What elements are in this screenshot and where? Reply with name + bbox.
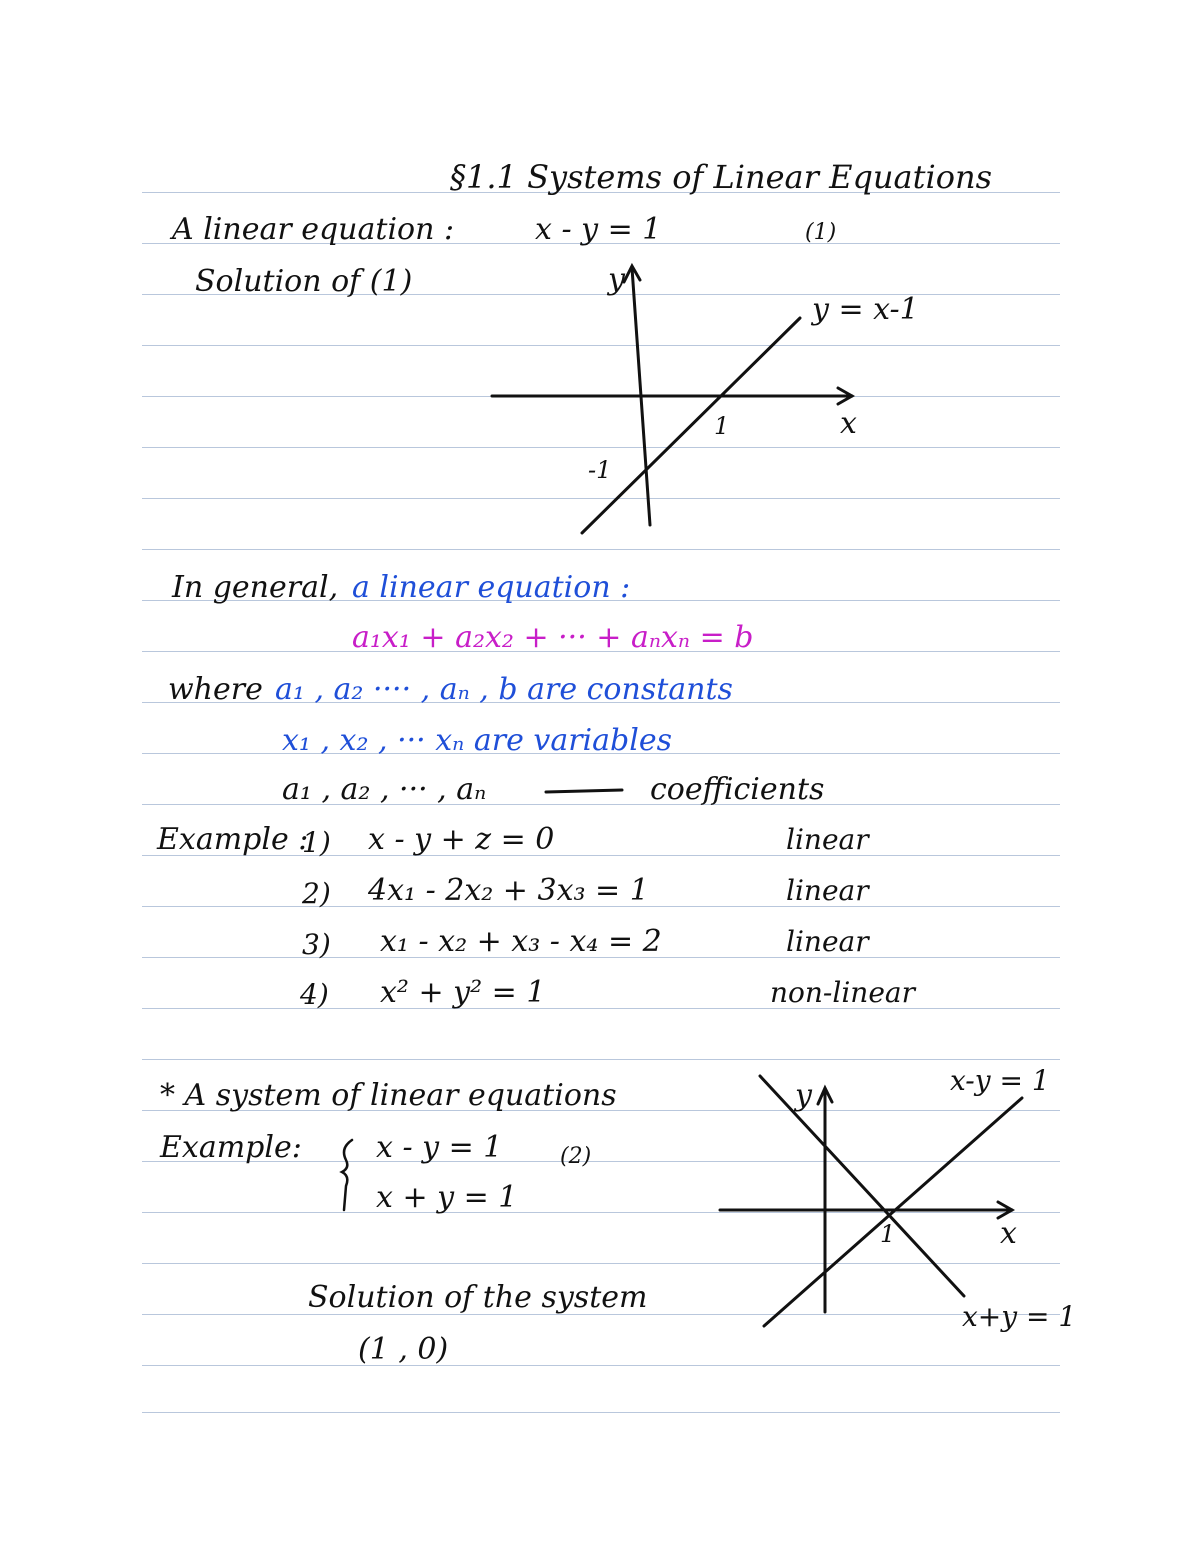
graph2-line1-label: x-y = 1 [950, 1064, 1050, 1097]
example-kind: non-linear [770, 976, 915, 1009]
graph2-line-x-minus-y [764, 1098, 1022, 1326]
graph1-x-label: x [840, 406, 857, 441]
graph1-line-label: y = x-1 [812, 292, 919, 327]
system-equation-1: x - y = 1 [376, 1130, 503, 1165]
example-number: 1) [302, 826, 331, 859]
where-label: where [168, 672, 263, 707]
example-equation: x - y + z = 0 [368, 822, 555, 857]
general-linear-equation-label: a linear equation : [352, 570, 631, 605]
example-kind: linear [786, 874, 869, 907]
system-solution-value: (1 , 0) [358, 1332, 449, 1367]
graph2-line-x-plus-y [760, 1076, 964, 1296]
constants-line: a₁ , a₂ ···· , aₙ , b are constants [275, 672, 733, 707]
general-form-equation: a₁x₁ + a₂x₂ + ··· + aₙxₙ = b [352, 620, 754, 655]
system-tag: (2) [560, 1144, 592, 1169]
example-label: Example : [157, 822, 309, 857]
coefficients-word: coefficients [650, 772, 825, 807]
in-general-label: In general, [172, 570, 339, 605]
system-heading: * A system of linear equations [160, 1078, 617, 1113]
graph2-line2-label: x+y = 1 [962, 1300, 1077, 1333]
graph1-y-label: y [608, 262, 625, 297]
example-equation: x₁ - x₂ + x₃ - x₄ = 2 [380, 924, 662, 959]
system-solution-label: Solution of the system [308, 1280, 648, 1315]
example-kind: linear [786, 823, 869, 856]
example-equation: x² + y² = 1 [380, 975, 546, 1010]
example-number: 2) [302, 877, 331, 910]
graph2-y-label: y [795, 1078, 812, 1113]
linear-equation-label: A linear equation : [172, 212, 455, 247]
graph1-tick-y: -1 [588, 456, 612, 484]
coefficient-terms: a₁ , a₂ , ··· , aₙ [282, 772, 487, 807]
system-example-label: Example: [160, 1130, 302, 1165]
solution-of-1-label: Solution of (1) [195, 264, 413, 299]
example-kind: linear [786, 925, 869, 958]
example-equation: 4x₁ - 2x₂ + 3x₃ = 1 [368, 873, 649, 908]
example-number: 4) [300, 978, 329, 1011]
variables-line: x₁ , x₂ , ··· xₙ are variables [282, 723, 672, 758]
equation-1-tag: (1) [805, 220, 837, 245]
graph2-tick-x: 1 [880, 1220, 896, 1248]
system-equation-2: x + y = 1 [376, 1180, 518, 1215]
page-title: §1.1 Systems of Linear Equations [450, 158, 992, 196]
graph1-tick-x: 1 [714, 412, 730, 440]
example-number: 3) [302, 928, 331, 961]
equation-1: x - y = 1 [535, 212, 662, 247]
graph2-x-label: x [1000, 1216, 1017, 1251]
